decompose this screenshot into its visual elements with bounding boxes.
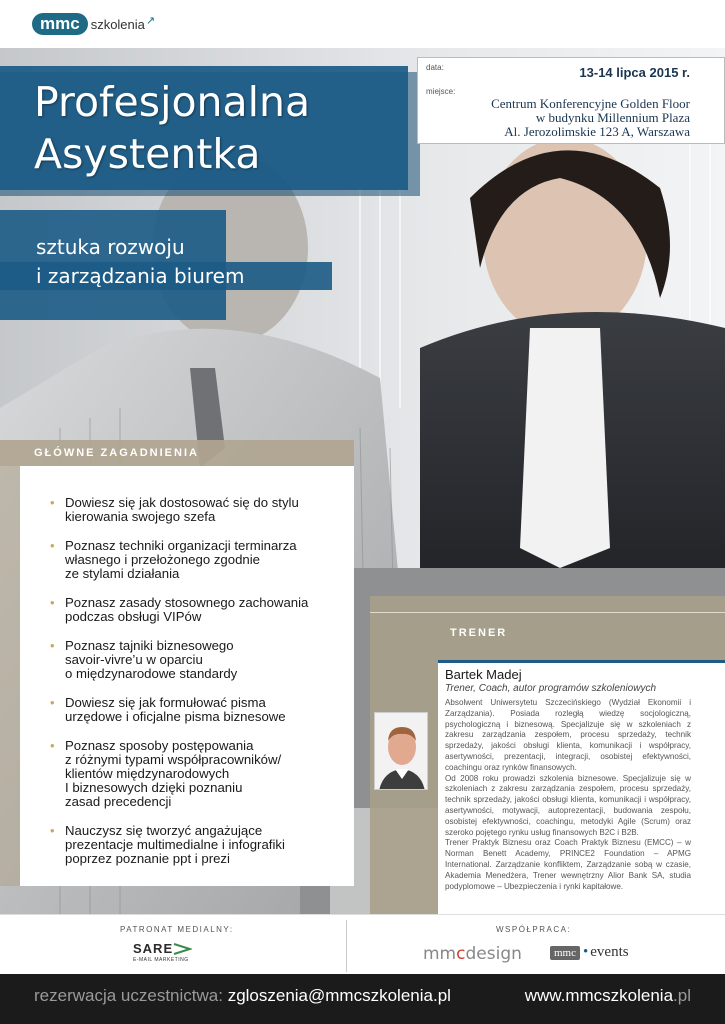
mmcevents-logo[interactable]: [550, 944, 629, 961]
website-link[interactable]: [525, 986, 691, 1006]
trainer-portrait: [374, 712, 428, 790]
website-tld: .pl: [673, 986, 691, 1005]
sponsors-divider: [346, 920, 347, 972]
topic-text: Poznasz tajniki biznesowego savoir-vivre’u w oparciu o międzynarodowe standardy: [65, 638, 238, 681]
mmcevents-logo-pill: mmc: [550, 946, 580, 960]
wspolpraca-label: WSPÓŁPRACA:: [496, 925, 572, 934]
topic-text: Poznasz techniki organizacji terminarza własnego i przełożonego zgodnie ze stylami działania: [65, 538, 297, 581]
subtitle: [36, 233, 244, 291]
logo-arrow-icon: ↗: [145, 14, 156, 27]
event-info-box: [417, 57, 725, 144]
bullet-icon: •: [50, 738, 55, 753]
date-label: data:: [426, 63, 444, 72]
topic-item: [46, 639, 346, 681]
trainer-role: Trener, Coach, autor programów szkoleniowych: [445, 683, 657, 694]
place-line-1: Centrum Konferencyjne Golden Floor: [491, 96, 690, 111]
trainer-box-accent: [438, 660, 725, 663]
topic-item: [46, 739, 346, 809]
topics-list: [46, 496, 346, 881]
mmcdesign-logo[interactable]: [423, 944, 522, 964]
footer-registration: [34, 986, 451, 1006]
title-line-2: Asystentka: [34, 130, 261, 178]
patronat-label: PATRONAT MEDIALNY:: [120, 925, 234, 934]
topic-item: [46, 696, 346, 724]
logo-text: szkolenia: [90, 16, 145, 32]
topic-text: Poznasz zasady stosownego zachowania podczas obsługi VIPów: [65, 595, 309, 624]
topic-item: [46, 539, 346, 581]
topic-text: Dowiesz się jak formułować pisma urzędowe i oficjalne pisma biznesowe: [65, 695, 286, 724]
bullet-icon: •: [50, 638, 55, 653]
topic-text: Nauczysz się tworzyć angażujące prezentacje multimedialne i infografiki poprzez poznanie ppt i prezi: [65, 823, 285, 866]
sare-logo-subtitle: E-MAIL MARKETING: [133, 957, 189, 963]
topics-side-band: [0, 466, 20, 886]
trainer-name: Bartek Madej: [445, 667, 522, 682]
topic-item: [46, 596, 346, 624]
topics-header: GŁÓWNE ZAGADNIENIA: [34, 447, 199, 459]
bullet-icon: •: [50, 595, 55, 610]
event-date: 13-14 lipca 2015 r.: [579, 65, 690, 80]
mmcdesign-logo-c: c: [456, 944, 466, 964]
registration-label: rezerwacja uczestnictwa:: [34, 986, 228, 1005]
place-label: miejsce:: [426, 87, 456, 96]
mmcdesign-logo-post: design: [465, 944, 522, 964]
portrait-image: [375, 713, 428, 790]
title-line-1: Profesjonalna: [34, 78, 311, 126]
sare-logo[interactable]: SARE: [133, 941, 174, 956]
topic-text: Poznasz sposoby postępowania z różnymi typami współpracowników/ klientów międzynarodowych I biznesowych dzięki poznaniu zasad precedencji: [65, 738, 282, 809]
mmcdesign-logo-pre: mm: [423, 944, 457, 964]
event-place: [491, 97, 690, 139]
bullet-icon: •: [50, 538, 55, 553]
topic-item: [46, 824, 346, 866]
mmcevents-logo-word: events: [590, 944, 629, 960]
subtitle-line-1: sztuka rozwoju: [36, 235, 185, 259]
bullet-icon: •: [50, 695, 55, 710]
trainer-divider: [370, 612, 725, 613]
topic-item: [46, 496, 346, 524]
top-bar: [0, 0, 725, 48]
logo-pill: mmc: [32, 13, 88, 35]
mmcevents-dot-icon: •: [583, 944, 589, 960]
bullet-icon: •: [50, 495, 55, 510]
subtitle-line-2: i zarządzania biurem: [36, 264, 245, 288]
place-line-3: Al. Jerozolimskie 123 A, Warszawa: [504, 124, 690, 139]
registration-email-link[interactable]: zgloszenia@mmcszkolenia.pl: [227, 986, 451, 1005]
website-main: www.mmcszkolenia: [524, 986, 674, 1005]
page-title: [34, 76, 310, 180]
trainer-bio: Absolwent Uniwersytetu Szczecińskiego (Wydział Ekonomii i Zarządzania). Posiada rozległą wiedzę socjologiczną, psychologiczną i biznesową. Specjalizuje się w szkoleniach z zakresu zarządzania zespołem, procesu sprzedaży, technik sprzedaży, jakości obsługi klienta, komunikacji i współpracy, asertywności, prezentacji, integracji, osobistej efektywności, coachingu oraz rynków finansowych. Od 2008 roku prowadzi szkolenia biznesowe. Specjalizuje się w szkoleniach z zakresu zarządzania zespołem, procesu sprzedaży, technik sprzedaży, jakości obsługi klienta, komunikacji i współpracy, asertywności, motywacji, autoprezentacji, budowania zespołu, osobistej efektywności, coachingu, metodyki Agile (Scrum) oraz szeroko pojętego rynku usług finansowych B2C i B2B. Trener Praktyk Biznesu oraz Coach Praktyk Biznesu (EMCC) – w Norman Benett Academy, PRINCE2 Foundation – APMG International. Zarządzanie konfliktem, Zarządzanie sobą w czasie, Akademia Menedżera, Trener wewnętrzny Alior Bank SA, studia podyplomowe – Ubezpieczenia i rynki kapitałowe.: [445, 698, 691, 891]
place-line-2: w budynku Millennium Plaza: [535, 110, 690, 125]
mmc-szkolenia-logo[interactable]: [32, 12, 155, 36]
bullet-icon: •: [50, 823, 55, 838]
topic-text: Dowiesz się jak dostosować się do stylu kierowania swojego szefa: [65, 495, 299, 524]
trainer-header: TRENER: [450, 627, 508, 639]
